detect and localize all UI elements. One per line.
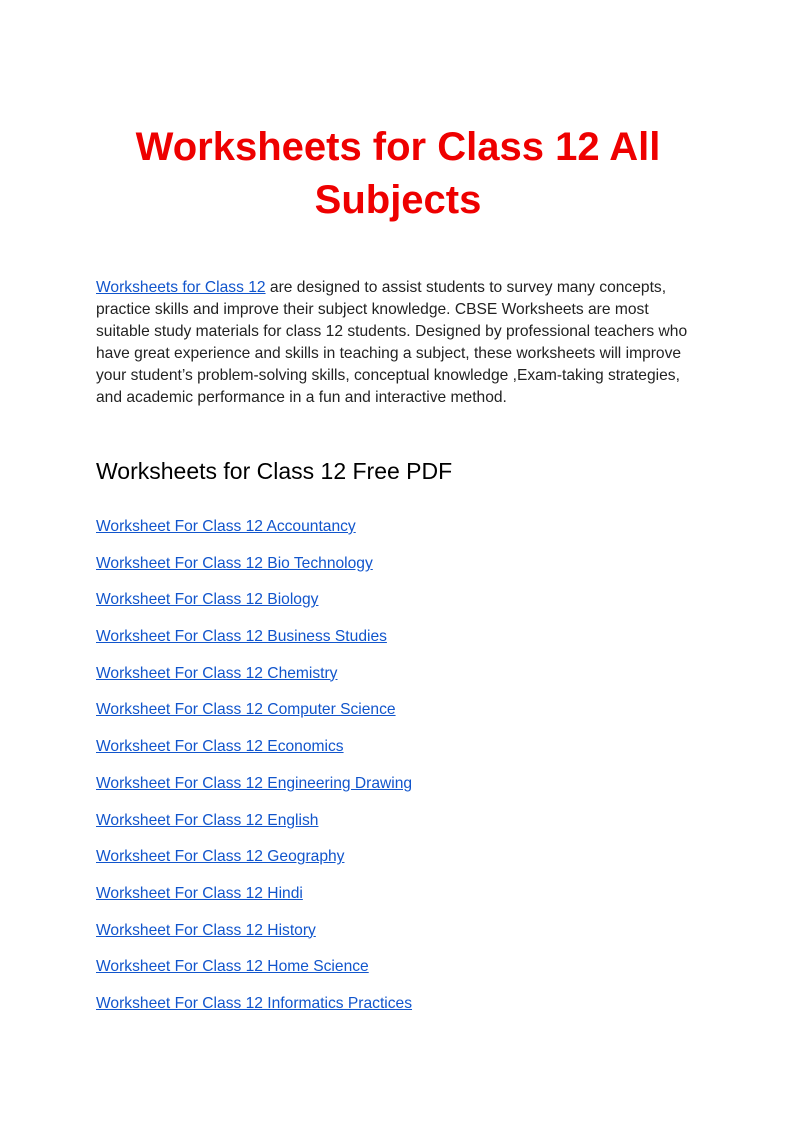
list-item xyxy=(96,883,412,920)
worksheet-link-biology[interactable]: Worksheet For Class 12 Biology xyxy=(96,591,319,609)
list-item xyxy=(96,699,412,736)
list-item xyxy=(96,810,412,847)
list-item xyxy=(96,920,412,957)
intro-text: are designed to assist students to survey many concepts, practice skills and improve their subject knowledge. CBSE Worksheets are most suitable study materials for class 12 students. Designed by professional teachers who have great experience and skills in teaching a subject, these worksheets will improve your student’s problem-solving skills, conceptual knowledge ,Exam-taking strategies, and academic performance in a fun and interactive method. xyxy=(96,279,688,406)
list-item xyxy=(96,736,412,773)
worksheet-link-bio-technology[interactable]: Worksheet For Class 12 Bio Technology xyxy=(96,554,373,572)
worksheet-link-economics[interactable]: Worksheet For Class 12 Economics xyxy=(96,738,344,756)
list-item xyxy=(96,626,412,663)
worksheet-link-chemistry[interactable]: Worksheet For Class 12 Chemistry xyxy=(96,664,338,682)
intro-paragraph xyxy=(96,277,700,409)
worksheet-link-informatics-practices[interactable]: Worksheet For Class 12 Informatics Practices xyxy=(96,994,413,1012)
list-item xyxy=(96,663,412,700)
intro-link[interactable]: Worksheets for Class 12 xyxy=(96,279,266,296)
list-item xyxy=(96,993,412,1030)
list-item xyxy=(96,956,412,993)
document-title: Worksheets for Class 12 All Subjects xyxy=(135,125,661,222)
worksheet-link-computer-science[interactable]: Worksheet For Class 12 Computer Science xyxy=(96,701,396,719)
worksheet-link-home-science[interactable]: Worksheet For Class 12 Home Science xyxy=(96,958,369,976)
section-heading: Worksheets for Class 12 Free PDF xyxy=(96,458,453,484)
list-item xyxy=(96,516,412,553)
worksheet-link-hindi[interactable]: Worksheet For Class 12 Hindi xyxy=(96,884,303,902)
list-item xyxy=(96,553,412,590)
worksheet-link-business-studies[interactable]: Worksheet For Class 12 Business Studies xyxy=(96,628,387,646)
list-item xyxy=(96,773,412,810)
list-item xyxy=(96,846,412,883)
worksheet-link-engineering-drawing[interactable]: Worksheet For Class 12 Engineering Drawing xyxy=(96,774,413,792)
worksheet-link-history[interactable]: Worksheet For Class 12 History xyxy=(96,921,316,939)
worksheet-link-accountancy[interactable]: Worksheet For Class 12 Accountancy xyxy=(96,518,356,535)
worksheet-link-list xyxy=(96,516,412,1030)
list-item xyxy=(96,589,412,626)
worksheet-link-english[interactable]: Worksheet For Class 12 English xyxy=(96,811,319,829)
worksheet-link-geography[interactable]: Worksheet For Class 12 Geography xyxy=(96,848,345,866)
